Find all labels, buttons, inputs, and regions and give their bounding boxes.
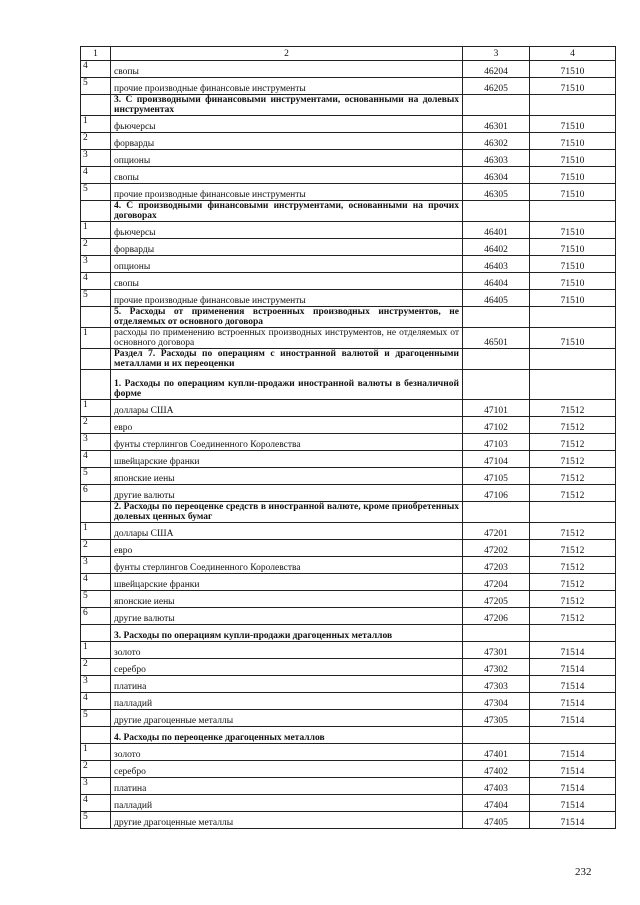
symbol-code [530,201,616,222]
row-name: форварды [111,133,463,150]
table-row [81,451,616,468]
row-number [81,727,111,744]
section-heading-row [81,370,616,400]
row-number: 2 [81,659,111,676]
table-row [81,523,616,540]
header-row [81,47,616,61]
row-name: швейцарские франки [111,574,463,591]
table-row [81,150,616,167]
row-number: 1 [81,523,111,540]
section-heading-row [81,625,616,642]
symbol-code [530,370,616,400]
table-row [81,468,616,485]
row-name: опционы [111,150,463,167]
row-name: свопы [111,167,463,184]
row-number: 3 [81,434,111,451]
row-name: евро [111,417,463,434]
row-number: 1 [81,744,111,761]
symbol-code: 71510 [530,167,616,184]
header-col-3: 3 [463,47,530,61]
row-number: 1 [81,328,111,349]
account-code: 47202 [463,540,530,557]
row-name: другие валюты [111,485,463,502]
account-code: 46302 [463,133,530,150]
row-number: 3 [81,557,111,574]
row-name: швейцарские франки [111,451,463,468]
row-name: Раздел 7. Расходы по операциям с иностранной валютой и драгоценными металлами и их переоценки [111,349,463,370]
header-col-4: 4 [530,47,616,61]
table-row [81,540,616,557]
table-row [81,434,616,451]
symbol-code: 71512 [530,574,616,591]
symbol-code: 71510 [530,290,616,307]
symbol-code: 71510 [530,184,616,201]
row-number: 4 [81,451,111,468]
row-name: японские иены [111,468,463,485]
row-number: 3 [81,778,111,795]
row-name: фунты стерлингов Соединенного Королевства [111,434,463,451]
symbol-code: 71510 [530,78,616,95]
account-code: 47206 [463,608,530,625]
row-name: фьючерсы [111,116,463,133]
symbol-code: 71510 [530,256,616,273]
account-code: 47403 [463,778,530,795]
account-code: 47402 [463,761,530,778]
account-code: 46405 [463,290,530,307]
row-name: доллары США [111,523,463,540]
account-code: 47302 [463,659,530,676]
account-code [463,625,530,642]
account-code: 46404 [463,273,530,290]
row-number: 2 [81,540,111,557]
row-name: 4. С производными финансовыми инструментами, основанными на прочих договорах [111,201,463,222]
account-code [463,307,530,328]
table-row [81,591,616,608]
symbol-code: 71514 [530,642,616,659]
row-number: 1 [81,400,111,417]
table-row [81,557,616,574]
row-number: 4 [81,795,111,812]
symbol-code: 71512 [530,485,616,502]
table-row [81,290,616,307]
row-name: 5. Расходы от применения встроенных производных инструментов, не отделяемых от основного договора [111,307,463,328]
account-code: 46303 [463,150,530,167]
row-number: 5 [81,710,111,727]
table-row [81,167,616,184]
row-number: 4 [81,167,111,184]
symbol-code: 71512 [530,434,616,451]
row-number [81,502,111,523]
section-heading-row [81,201,616,222]
row-number: 5 [81,812,111,829]
symbol-code: 71514 [530,744,616,761]
table-row [81,812,616,829]
row-number: 5 [81,591,111,608]
symbol-code: 71514 [530,693,616,710]
table-row [81,417,616,434]
account-code: 47301 [463,642,530,659]
row-name: платина [111,676,463,693]
symbol-code: 71514 [530,676,616,693]
section-heading-row [81,727,616,744]
row-number: 6 [81,485,111,502]
row-name: 2. Расходы по переоценке средств в иностранной валюте, кроме приобретенных долевых ценных бумаг [111,502,463,523]
row-name: фунты стерлингов Соединенного Королевства [111,557,463,574]
table-row [81,256,616,273]
account-code: 47103 [463,434,530,451]
row-name: прочие производные финансовые инструменты [111,184,463,201]
row-name: другие валюты [111,608,463,625]
table-row [81,61,616,78]
row-number: 1 [81,116,111,133]
row-name: 3. Расходы по операциям купли-продажи драгоценных металлов [111,625,463,642]
row-number: 3 [81,256,111,273]
row-number: 3 [81,676,111,693]
account-code: 47106 [463,485,530,502]
account-code: 47201 [463,523,530,540]
row-number: 2 [81,133,111,150]
table-row [81,676,616,693]
symbol-code: 71514 [530,812,616,829]
row-name: золото [111,744,463,761]
row-number: 4 [81,693,111,710]
row-number [81,625,111,642]
symbol-code [530,95,616,116]
symbol-code: 71510 [530,328,616,349]
account-code: 47304 [463,693,530,710]
row-name: доллары США [111,400,463,417]
table-row [81,133,616,150]
row-number [81,349,111,370]
symbol-code [530,625,616,642]
account-code [463,201,530,222]
row-number: 5 [81,78,111,95]
section-heading-row [81,502,616,523]
row-number: 5 [81,468,111,485]
symbol-code: 71510 [530,133,616,150]
symbol-code: 71514 [530,795,616,812]
row-number: 2 [81,761,111,778]
row-name: 1. Расходы по операциям купли-продажи иностранной валюты в безналичной форме [111,370,463,400]
account-code: 47303 [463,676,530,693]
symbol-code: 71510 [530,222,616,239]
row-name: форварды [111,239,463,256]
row-name: евро [111,540,463,557]
account-code: 47404 [463,795,530,812]
row-number [81,370,111,400]
symbol-code: 71512 [530,451,616,468]
row-number: 2 [81,239,111,256]
row-number: 5 [81,290,111,307]
table-row [81,795,616,812]
header-col-2: 2 [111,47,463,61]
symbol-code [530,502,616,523]
account-code: 47204 [463,574,530,591]
row-name: фьючерсы [111,222,463,239]
symbol-code [530,349,616,370]
account-code [463,349,530,370]
account-code: 46301 [463,116,530,133]
table-row [81,642,616,659]
header-col-1: 1 [81,47,111,61]
row-number [81,201,111,222]
row-name: серебро [111,659,463,676]
account-code: 47104 [463,451,530,468]
table-row [81,574,616,591]
row-name: серебро [111,761,463,778]
row-name: палладий [111,795,463,812]
row-name: свопы [111,61,463,78]
row-name: расходы по применению встроенных производных инструментов, не отделяемых от основного договора [111,328,463,349]
table-row [81,78,616,95]
table-row [81,778,616,795]
row-number [81,307,111,328]
symbol-code: 71512 [530,540,616,557]
row-name: платина [111,778,463,795]
table-row [81,659,616,676]
account-code: 46402 [463,239,530,256]
row-name: другие драгоценные металлы [111,812,463,829]
account-code: 47101 [463,400,530,417]
symbol-code: 71512 [530,400,616,417]
symbol-code: 71514 [530,710,616,727]
symbol-code: 71512 [530,417,616,434]
row-number [81,95,111,116]
row-number: 4 [81,273,111,290]
symbol-code: 71510 [530,150,616,167]
symbol-code: 71512 [530,523,616,540]
symbol-code: 71510 [530,116,616,133]
table-row [81,116,616,133]
table-row [81,485,616,502]
table-row [81,761,616,778]
account-code [463,502,530,523]
account-code: 46205 [463,78,530,95]
symbol-code: 71512 [530,557,616,574]
symbol-code: 71510 [530,239,616,256]
account-code: 47203 [463,557,530,574]
section-heading-row [81,307,616,328]
table-row [81,710,616,727]
row-number: 4 [81,61,111,78]
symbol-code: 71512 [530,591,616,608]
table-row [81,273,616,290]
account-code: 46401 [463,222,530,239]
row-name: золото [111,642,463,659]
page-number: 232 [575,866,592,878]
row-name: другие драгоценные металлы [111,710,463,727]
symbol-code: 71512 [530,608,616,625]
row-name: 3. С производными финансовыми инструментами, основанными на долевых инструментах [111,95,463,116]
account-code: 47105 [463,468,530,485]
table-row [81,744,616,761]
row-number: 4 [81,574,111,591]
symbol-code: 71512 [530,468,616,485]
symbol-code: 71514 [530,761,616,778]
symbol-code: 71514 [530,778,616,795]
account-code: 47401 [463,744,530,761]
account-code: 46305 [463,184,530,201]
account-code: 47102 [463,417,530,434]
account-code: 47205 [463,591,530,608]
account-code: 47305 [463,710,530,727]
symbol-code: 71510 [530,273,616,290]
table-row [81,693,616,710]
row-name: японские иены [111,591,463,608]
row-name: свопы [111,273,463,290]
account-code: 46304 [463,167,530,184]
symbol-code [530,727,616,744]
table-row [81,400,616,417]
row-number: 6 [81,608,111,625]
section-heading-row [81,349,616,370]
account-code: 46501 [463,328,530,349]
row-name: 4. Расходы по переоценке драгоценных металлов [111,727,463,744]
symbol-code: 71514 [530,659,616,676]
row-name: прочие производные финансовые инструменты [111,290,463,307]
account-code [463,95,530,116]
table-row [81,239,616,256]
row-number: 3 [81,150,111,167]
row-name: прочие производные финансовые инструменты [111,78,463,95]
symbol-code [530,307,616,328]
account-code: 46403 [463,256,530,273]
row-number: 2 [81,417,111,434]
account-code [463,370,530,400]
symbol-code: 71510 [530,61,616,78]
accounts-table [80,46,616,829]
section-heading-row [81,95,616,116]
table-row [81,608,616,625]
account-code [463,727,530,744]
row-number: 1 [81,222,111,239]
account-code: 47405 [463,812,530,829]
row-number: 5 [81,184,111,201]
table-row [81,328,616,349]
table-row [81,184,616,201]
row-name: палладий [111,693,463,710]
table-row [81,222,616,239]
row-number: 1 [81,642,111,659]
row-name: опционы [111,256,463,273]
account-code: 46204 [463,61,530,78]
